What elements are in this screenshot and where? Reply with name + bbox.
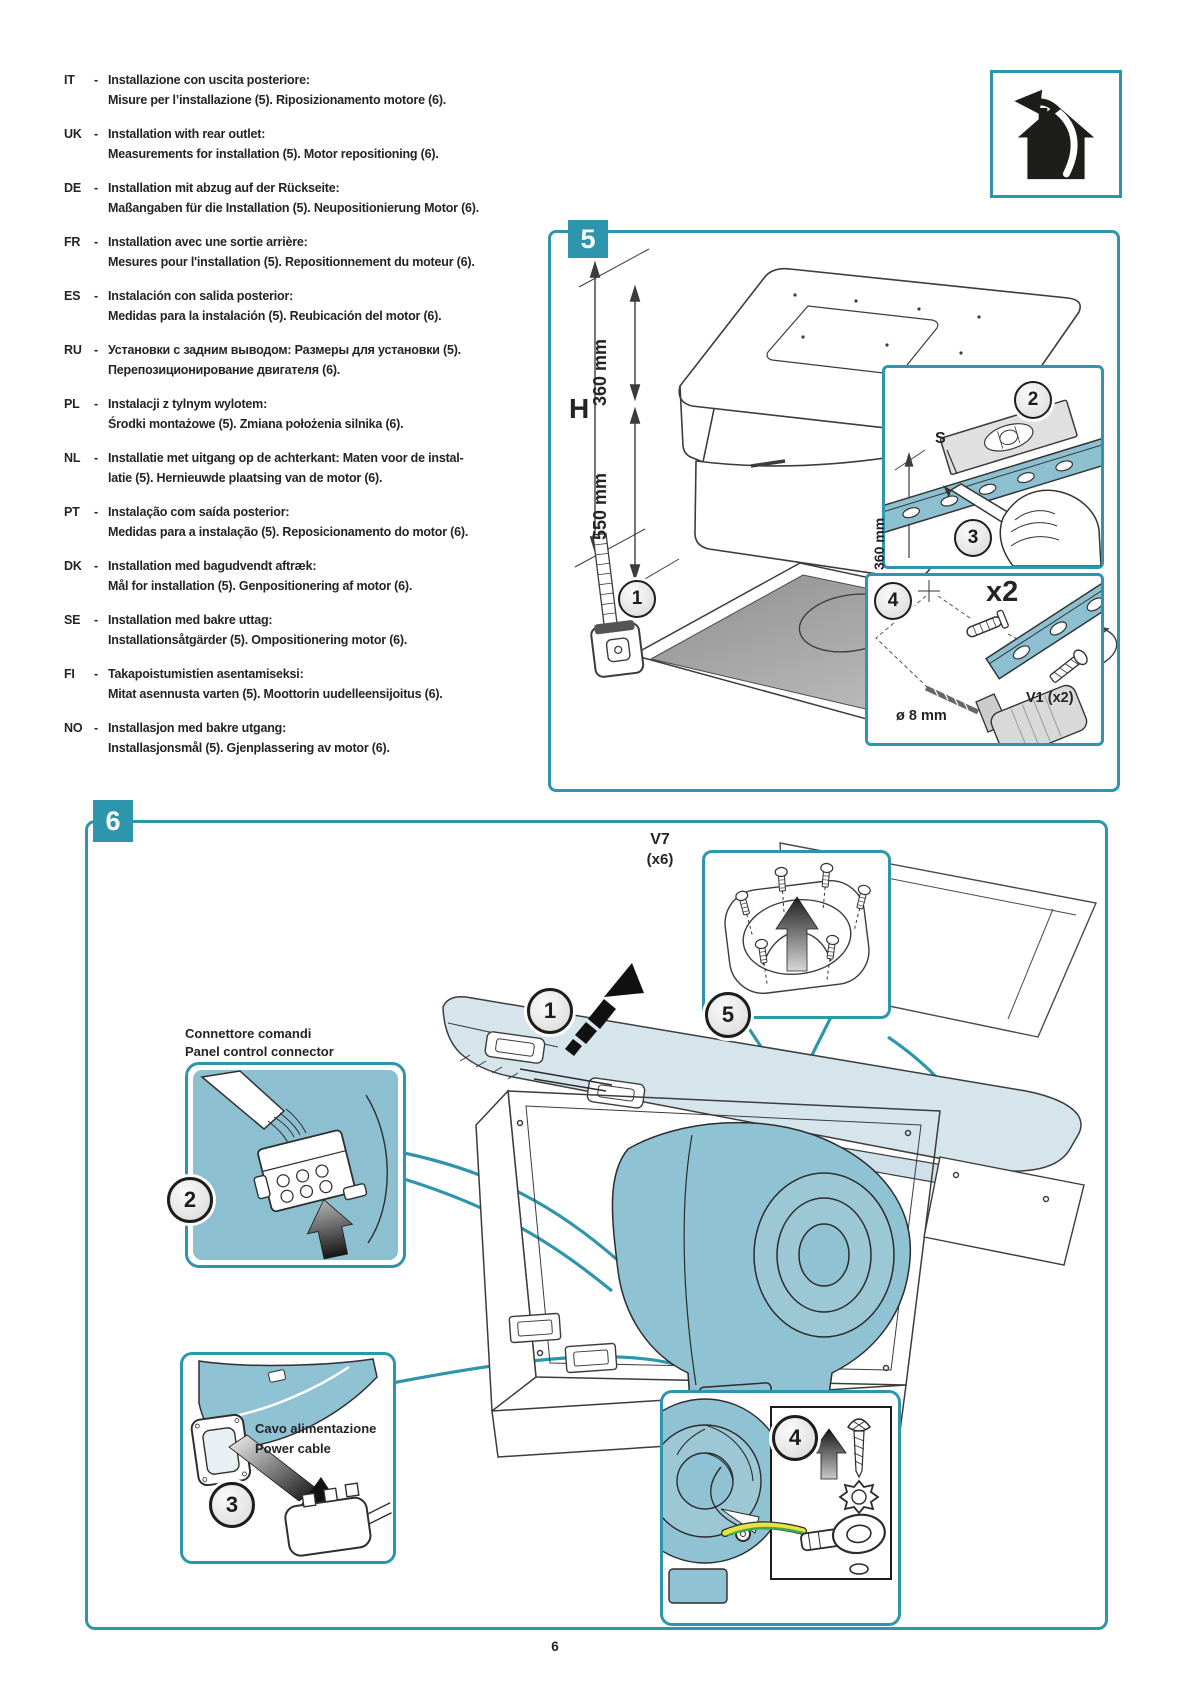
language-line: Measurements for installation (5). Motor repositioning (6). <box>108 147 439 161</box>
language-code: DK <box>64 559 82 573</box>
screw-icon <box>1047 648 1090 686</box>
dim-label-h: H <box>569 393 590 424</box>
language-row: IT - Installazione con uscita posteriore: Misure per l’installazione (5). Riposizionamento motore (6). <box>64 70 516 110</box>
language-row: PT - Instalação com saída posterior: Medidas para a instalação (5). Reposicionamento do motor (6). <box>64 502 516 542</box>
language-line: latie (5). Hernieuwde plaatsing van de motor (6). <box>108 471 383 485</box>
step-badge-6: 6 <box>93 800 133 842</box>
language-row: DK - Installation med bagudvendt aftræk: Mål for installation (5). Genpositionering af motor (6). <box>64 556 516 596</box>
language-line: Takapoistumistien asentamiseksi: <box>108 667 304 681</box>
hood-side-panel <box>924 1157 1084 1265</box>
hole-diameter-label: ø 8 mm <box>896 708 947 724</box>
language-code: PL <box>64 397 80 411</box>
language-line: Mitat asennusta varten (5). Moottorin uudelleensijoitus (6). <box>108 687 443 701</box>
lift-arrow-icon <box>776 897 818 971</box>
callout-2: 2 <box>1014 381 1052 419</box>
language-code: NL <box>64 451 81 465</box>
panel-step-5 <box>548 223 1120 792</box>
callout-3: 3 <box>954 519 992 557</box>
language-code: IT <box>64 73 75 87</box>
drilling-inset <box>865 573 1104 746</box>
language-line: Instalacji z tylnym wylotem: <box>108 397 268 411</box>
language-line: Installation avec une sortie arrière: <box>108 235 308 249</box>
bracket-marking-drawing <box>885 368 1101 566</box>
language-line: Installasjonsmål (5). Gjenplassering av motor (6). <box>108 741 390 755</box>
wall-label-s: S <box>935 430 946 447</box>
language-row: UK - Installation with rear outlet: Measurements for installation (5). Motor repositioning (6). <box>64 124 516 164</box>
language-code: SE <box>64 613 81 627</box>
language-row: FR - Installation avec une sortie arrière: Mesures pour l'installation (5). Repositionnement du moteur (6). <box>64 232 516 272</box>
language-code: NO <box>64 721 83 735</box>
language-row: ES - Instalación con salida posterior: Medidas para la instalación (5). Reubicación del motor (6). <box>64 286 516 326</box>
panel-step-6 <box>85 805 1108 1630</box>
dim-label-360-inset: 360 mm <box>871 517 887 570</box>
hand-drawing <box>1000 490 1101 566</box>
language-line: Misure per l’installazione (5). Riposizionamento motore (6). <box>108 93 447 107</box>
language-row: FI - Takapoistumistien asentamiseksi: Mitat asennusta varten (5). Moottorin uudelleensijoitus (6). <box>64 664 516 704</box>
language-line: Środki montażowe (5). Zmiana położenia silnika (6). <box>108 417 404 431</box>
screw-label-v1: V1 (x2) <box>1026 690 1074 706</box>
callout-5: 5 <box>705 992 751 1038</box>
washer-icon <box>850 1564 868 1574</box>
language-line: Installation med bagudvendt aftræk: <box>108 559 317 573</box>
dimension-360-550-line <box>621 287 679 593</box>
language-row: DE - Installation mit abzug auf der Rückseite: Maßangaben für die Installation (5). Neupositionierung Motor (6). <box>64 178 516 218</box>
language-line: Medidas para la instalación (5). Reubicación del motor (6). <box>108 309 442 323</box>
language-list <box>64 70 516 772</box>
language-line: Установки с задним выводом: Размеры для установки (5). <box>108 343 461 357</box>
language-row: SE - Installation med bakre uttag: Installationsåtgärder (5). Ompositionering motor (6). <box>64 610 516 650</box>
crosshair-mark <box>918 580 940 602</box>
power-cable-drawing <box>183 1355 393 1561</box>
language-line: Instalação com saída posterior: <box>108 505 290 519</box>
screws-label-v7: V7 <box>650 831 670 848</box>
language-line: Maßangaben für die Installation (5). Neupositionierung Motor (6). <box>108 201 480 215</box>
quantity-label: x2 <box>986 576 1019 608</box>
connector-drawing <box>188 1065 403 1265</box>
step-badge-5: 5 <box>568 220 608 258</box>
language-line: Installasjon med bakre utgang: <box>108 721 287 735</box>
cable-label-en: Power cable <box>255 1441 331 1456</box>
callout-4: 4 <box>874 582 912 620</box>
language-row: NL - Installatie met uitgang op de achterkant: Maten voor de instal- latie (5). Hernieuwde plaatsing van de motor (6). <box>64 448 516 488</box>
callout-4: 4 <box>772 1415 818 1461</box>
language-line: Installazione con uscita posteriore: <box>108 73 310 87</box>
cable-label-it: Cavo alimentazione <box>255 1421 377 1436</box>
language-line: Installation med bakre uttag: <box>108 613 273 627</box>
language-line: Перепозиционирование двигателя (6). <box>108 363 341 377</box>
language-code: RU <box>64 343 82 357</box>
page-number: 6 <box>551 1639 559 1654</box>
language-row: PL - Instalacji z tylnym wylotem: Środki montażowe (5). Zmiana położenia silnika (6). <box>64 394 516 434</box>
screws-label-qty: (x6) <box>646 851 674 868</box>
connector-label-en: Panel control connector <box>185 1044 334 1059</box>
connector-inset <box>185 1062 406 1268</box>
wall-anchor-icon <box>964 610 1009 642</box>
language-code: FR <box>64 235 81 249</box>
dim-label-550: 550 mm <box>590 472 610 540</box>
rear-outlet-icon <box>990 70 1122 198</box>
language-line: Installation mit abzug auf der Rückseite: <box>108 181 340 195</box>
language-code: DE <box>64 181 81 195</box>
language-code: FI <box>64 667 75 681</box>
callout-1: 1 <box>618 580 656 618</box>
bracket-marking-inset <box>871 365 1104 570</box>
language-code: ES <box>64 289 81 303</box>
language-line: Installationsåtgärder (5). Ompositionering motor (6). <box>108 633 408 647</box>
language-code: UK <box>64 127 82 141</box>
language-row: NO - Installasjon med bakre utgang: Installasjonsmål (5). Gjenplassering av motor (6). <box>64 718 516 758</box>
language-line: Medidas para a instalação (5). Reposicionamento do motor (6). <box>108 525 469 539</box>
callout-3: 3 <box>209 1482 255 1528</box>
language-line: Instalación con salida posterior: <box>108 289 294 303</box>
language-line: Mål for installation (5). Genpositionering af motor (6). <box>108 579 413 593</box>
language-line: Installation with rear outlet: <box>108 127 266 141</box>
callout-2: 2 <box>167 1177 213 1223</box>
dim-label-360: 360 mm <box>590 338 610 406</box>
language-line: Installatie met uitgang op de achterkant: Maten voor de instal- <box>108 451 464 465</box>
connector-label-it: Connettore comandi <box>185 1026 312 1041</box>
house-arrow-icon <box>1004 82 1108 186</box>
callout-1: 1 <box>527 988 573 1034</box>
language-row: RU - Установки с задним выводом: Размеры для установки (5). Перепозиционирование двигателя (6). <box>64 340 516 380</box>
star-washer-icon <box>840 1481 878 1513</box>
language-line: Mesures pour l'installation (5). Repositionnement du moteur (6). <box>108 255 475 269</box>
motor-face <box>663 1399 787 1603</box>
power-cable-inset <box>180 1352 396 1564</box>
language-code: PT <box>64 505 80 519</box>
